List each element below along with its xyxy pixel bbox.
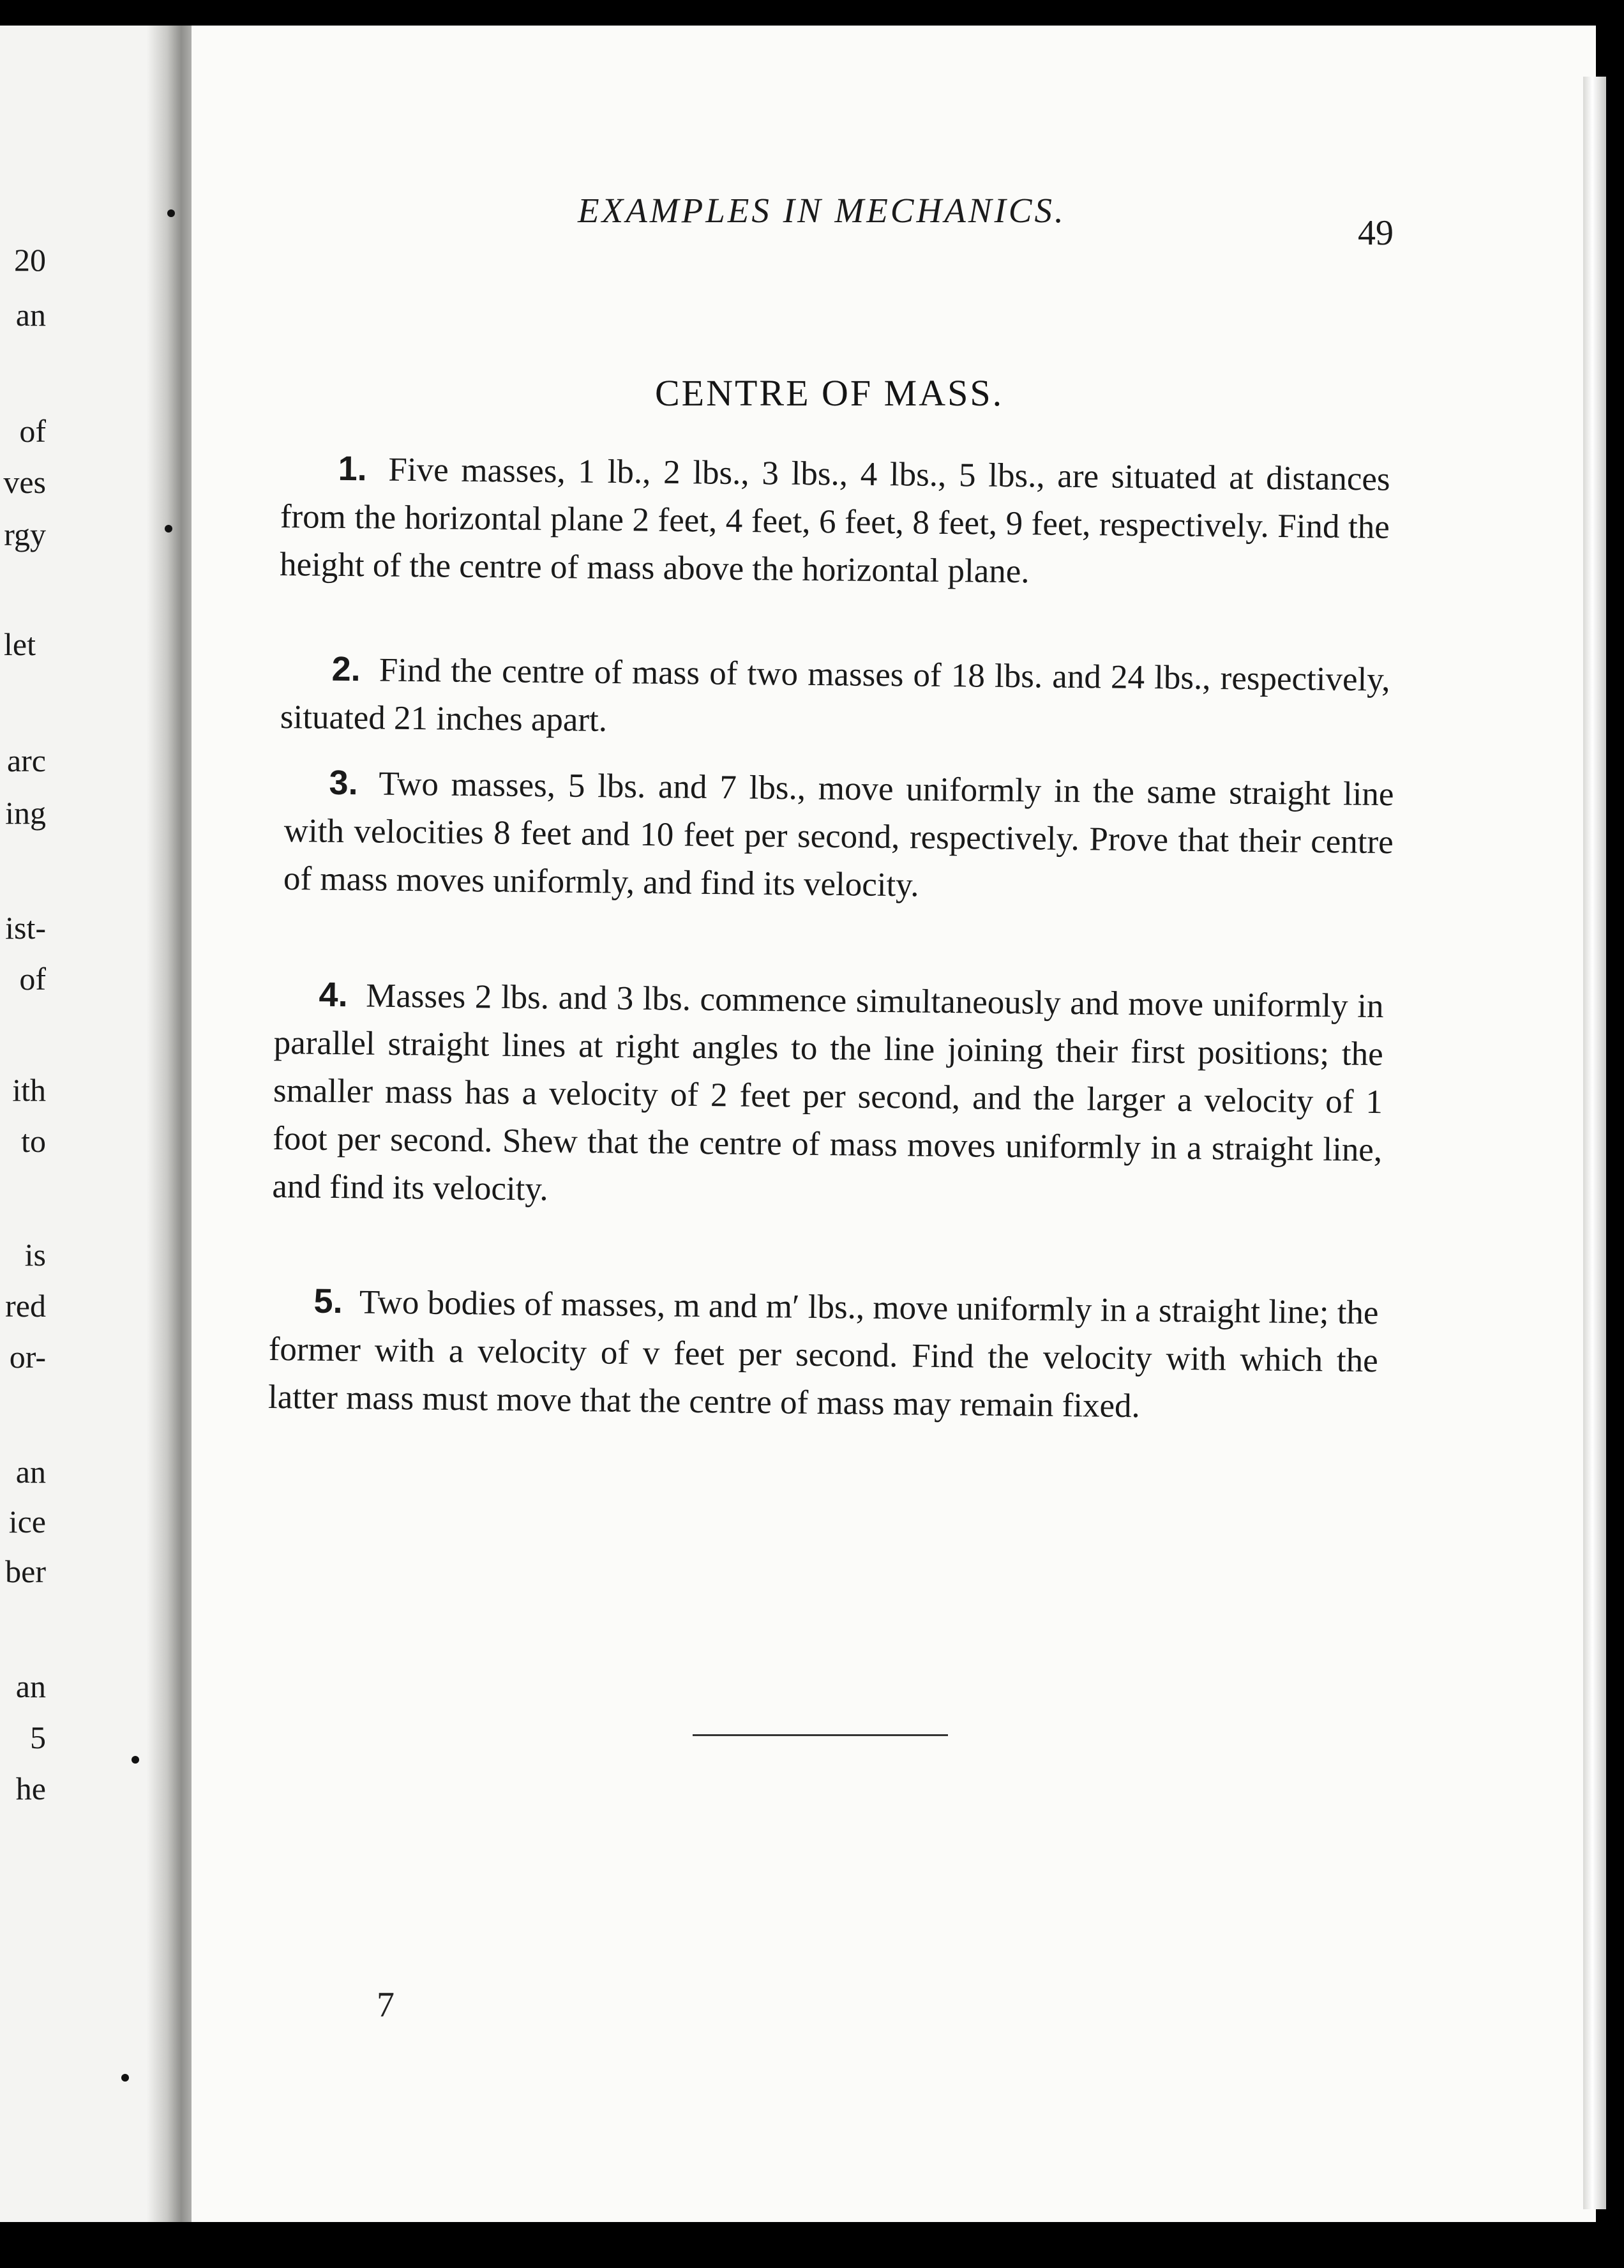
left-fragment: of (19, 413, 46, 449)
left-fragment: let (4, 626, 36, 662)
left-fragment: an (15, 1454, 46, 1490)
problem-text: Find the centre of mass of two masses of 18 lbs. and 24 lbs., respectively, situated 21 inches apart. (280, 651, 1390, 739)
running-head: EXAMPLES IN MECHANICS. (578, 191, 1066, 230)
left-fragment: arc (6, 743, 46, 778)
left-fragment: or- (9, 1339, 46, 1375)
page-edge-shadow (1583, 77, 1606, 2209)
problem-4 (272, 971, 1384, 1222)
left-fragment: ist- (5, 910, 46, 946)
left-fragment: ice (8, 1504, 46, 1539)
problem-text: Two masses, 5 lbs. and 7 lbs., move uniformly in the same straight line with velocities 8 feet and 10 feet per second, respectively. Prove that their centre of mass moves uniformly, and find its velocity. (283, 765, 1394, 904)
end-rule (693, 1734, 948, 1736)
problem-text: Masses 2 lbs. and 3 lbs. commence simultaneously and move uniformly in parallel straight lines at right angles to the line joining their first positions; the smaller mass has a velocity of 2 feet per second, and the larger a velocity of 1 foot per second. Shew that the centre of mass moves uniformly in a straight line, and find its velocity. (272, 977, 1384, 1208)
problem-5 (268, 1277, 1379, 1433)
left-fragment: is (24, 1237, 46, 1273)
left-fragment: an (15, 1668, 46, 1704)
left-fragment: 20 (14, 242, 46, 278)
page-number: 49 (1358, 213, 1394, 253)
left-fragment: rgy (4, 517, 46, 552)
problem-2 (280, 645, 1390, 752)
left-fragment: ber (5, 1554, 46, 1589)
binding-mark (132, 1756, 139, 1764)
left-fragment: 5 (30, 1720, 46, 1755)
binding-mark (165, 525, 172, 533)
left-fragment: ith (12, 1072, 46, 1108)
signature-mark: 7 (377, 1985, 395, 2025)
left-fragment: he (15, 1771, 46, 1806)
left-fragment: an (15, 297, 46, 333)
problem-number: 3. (329, 763, 358, 803)
left-fragment: of (19, 961, 46, 997)
left-fragment: to (21, 1123, 46, 1159)
problem-3 (283, 759, 1394, 914)
left-fragment: red (5, 1288, 46, 1324)
previous-page-edge (0, 26, 167, 2222)
problem-1 (280, 444, 1390, 600)
problem-number: 5. (313, 1281, 343, 1321)
problem-text: Two bodies of masses, m and m′ lbs., move uniformly in a straight line; the former with a velocity of v feet per second. Find the velocity with which the latter mass must move that the centre of mass may remain fixed. (267, 1283, 1379, 1425)
problem-number: 2. (331, 649, 361, 689)
problem-number: 4. (319, 975, 348, 1015)
binding-mark (121, 2074, 129, 2082)
problem-text: Five masses, 1 lb., 2 lbs., 3 lbs., 4 lbs., 5 lbs., are situated at distances from the horizontal plane 2 feet, 4 feet, 6 feet, 8 feet, 9 feet, respectively. Find the height of the centre of mass above the horizontal plane. (279, 451, 1390, 591)
binding-mark (167, 209, 175, 217)
section-title: CENTRE OF MASS. (655, 372, 1004, 414)
left-fragment: ing (5, 795, 46, 831)
problem-number: 1. (338, 449, 367, 488)
left-fragment: ves (3, 464, 46, 500)
